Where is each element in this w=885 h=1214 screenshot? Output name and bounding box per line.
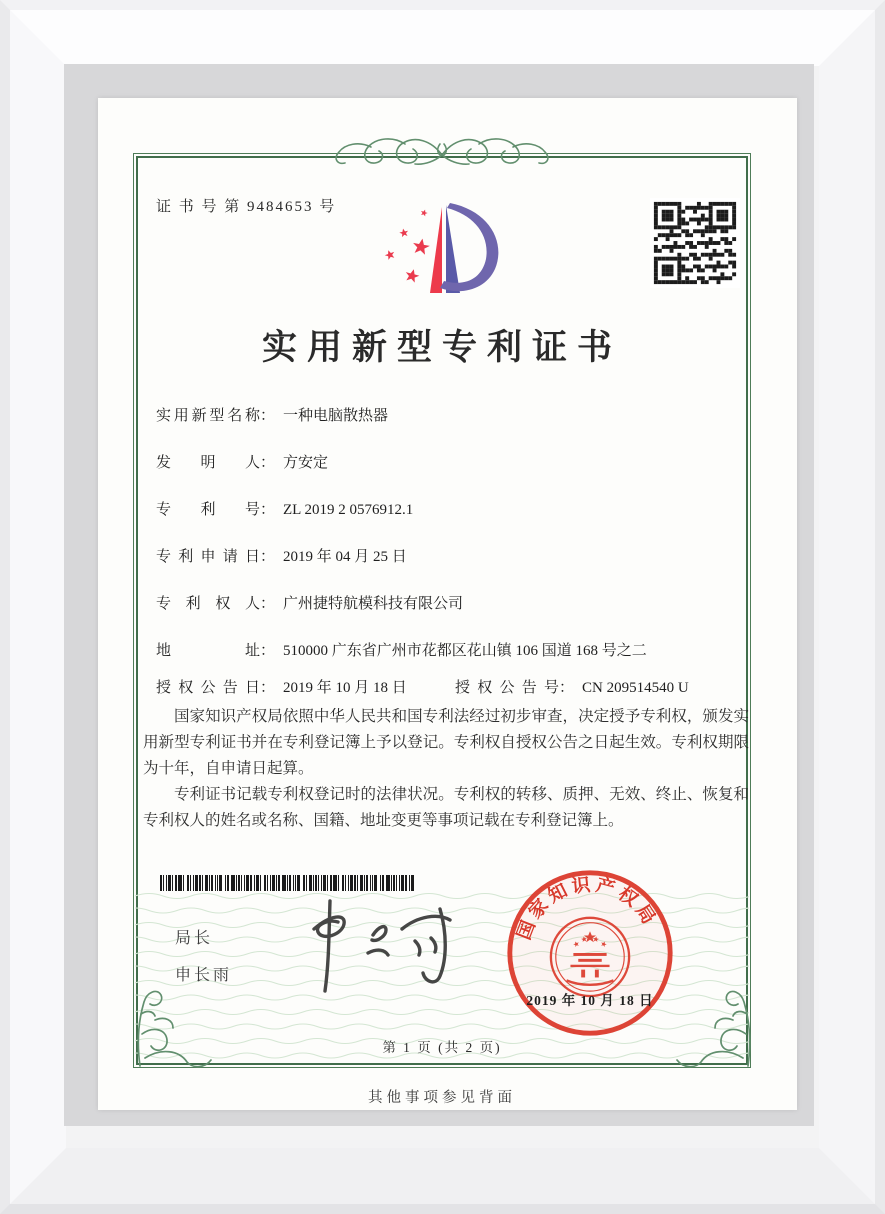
field-value: ZL 2019 2 0576912.1 [283, 502, 414, 518]
field-row-patentee [156, 592, 647, 612]
certificate-paper [98, 98, 797, 1110]
grant-date-value: 2019 年 10 月 18 日 [283, 680, 407, 696]
logo-stars [384, 209, 431, 284]
certificate-fields [156, 404, 647, 686]
flourish-left-half [336, 139, 442, 164]
bottom-left-flourish-ornament [135, 982, 217, 1068]
logo-red-spike [430, 207, 442, 293]
field-row-patent-no [156, 498, 647, 518]
field-label: 地址 [156, 643, 260, 659]
barcode-bars [160, 875, 414, 891]
field-colon: ： [260, 549, 276, 565]
field-colon: ： [260, 596, 276, 612]
handwritten-signature [278, 893, 473, 998]
field-label: 专利申请日 [156, 549, 260, 565]
field-colon: ： [260, 502, 276, 518]
top-center-flourish-ornament [327, 132, 557, 174]
page-number: 第 1 页 (共 2 页) [382, 1040, 502, 1055]
certificate-title: 实用新型专利证书 [261, 328, 622, 367]
grant-date-group [156, 676, 407, 697]
legal-paragraph-1: 国家知识产权局依照中华人民共和国专利法经过初步审查，决定授予专利权，颁发实用新型专利证书并在专利登记簿上予以登记。专利权自授权公告之日起生效。专利权期限为十年，自申请日起算。 [143, 708, 749, 777]
seal-graphic [502, 865, 678, 1041]
field-value: 广州捷特航模科技有限公司 [283, 596, 464, 612]
back-side-note: 其他事项参见背面 [368, 1090, 516, 1106]
certificate-number: 证 书 号 第 9484653 号 [156, 199, 337, 215]
cnipa-logo [380, 193, 510, 311]
grant-date-label: 授权公告日 [156, 680, 260, 696]
signer-block [175, 925, 232, 985]
field-colon: ： [260, 643, 276, 659]
field-label: 发明人 [156, 455, 260, 471]
field-row-address [156, 639, 647, 659]
field-value: 一种电脑散热器 [283, 408, 389, 424]
field-row-inventor [156, 451, 647, 471]
field-colon: ： [260, 680, 276, 696]
barcode [160, 875, 418, 891]
signer-title: 局长 [175, 930, 214, 947]
legal-paragraph-2: 专利证书记载专利权登记时的法律状况。专利权的转移、质押、无效、终止、恢复和专利权人的姓名或名称、国籍、地址变更等事项记载在专利登记簿上。 [143, 786, 749, 829]
field-value: 2019 年 04 月 25 日 [283, 549, 407, 565]
field-row-name [156, 404, 647, 424]
logo-blue-spike [446, 205, 460, 293]
legal-text [143, 704, 749, 834]
signer-name: 申长雨 [175, 967, 233, 984]
seal-date: 2019 年 10 月 18 日 [526, 993, 654, 1008]
field-value: 510000 广东省广州市花都区花山镇 106 国道 168 号之二 [283, 643, 647, 659]
field-label: 专利号 [156, 502, 260, 518]
grant-number-value: CN 209514540 U [582, 680, 689, 696]
seal-org-text: 国家知识产权局 [513, 874, 662, 943]
field-colon: ： [559, 680, 575, 696]
field-row-filing-date [156, 545, 647, 565]
field-label: 实用新型名称 [156, 408, 260, 424]
official-seal [502, 865, 678, 1041]
grant-number-label: 授权公告号 [455, 680, 559, 696]
field-value: 方安定 [283, 455, 329, 471]
field-colon: ： [260, 408, 276, 424]
qr-code [650, 198, 740, 288]
flourish-right-half [442, 139, 548, 164]
bottom-right-flourish-ornament [671, 982, 753, 1068]
field-colon: ： [260, 455, 276, 471]
field-label: 专利权人 [156, 596, 260, 612]
grant-number-group [455, 676, 689, 697]
